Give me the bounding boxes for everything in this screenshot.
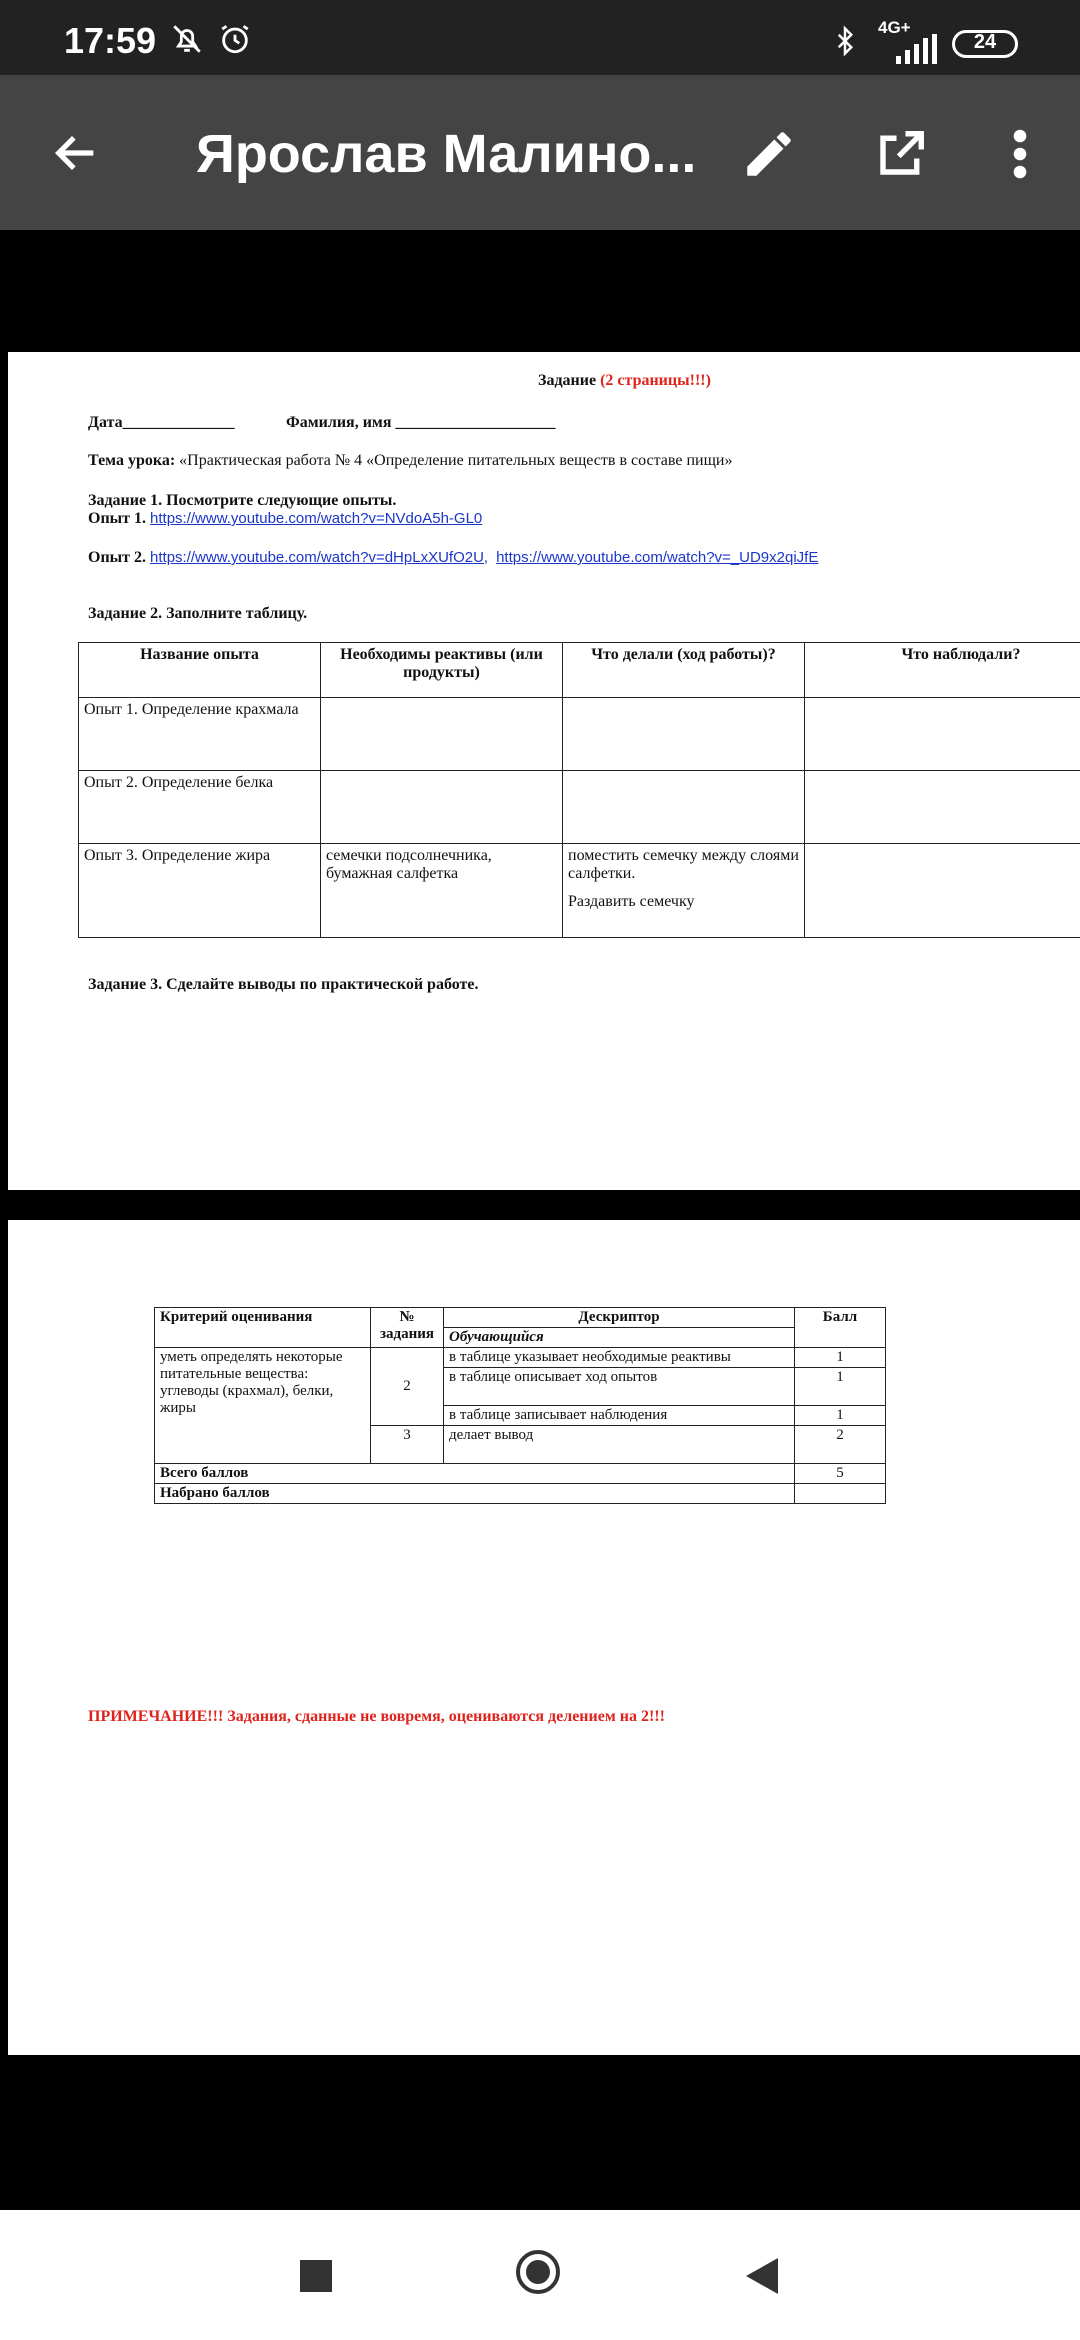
table-cell <box>321 771 563 844</box>
more-options-icon[interactable] <box>1005 127 1035 186</box>
experiment-2: Опыт 2. https://www.youtube.com/watch?v=dHpLxXUfO2U, https://www.youtube.com/watch?v=_UD9x2qiJfE <box>88 549 819 566</box>
mute-icon <box>170 22 204 61</box>
table-cell <box>805 844 1080 938</box>
back-button[interactable] <box>744 2256 780 2301</box>
table-cell: 1 <box>795 1348 886 1368</box>
table-cell-text: Раздавить семечку <box>568 893 695 910</box>
app-bar <box>0 75 1080 230</box>
open-external-icon[interactable] <box>874 127 928 186</box>
table-cell: 1 <box>795 1368 886 1406</box>
table-cell <box>805 698 1080 771</box>
table-cell: делает вывод <box>444 1426 795 1464</box>
experiment-1: Опыт 1. https://www.youtube.com/watch?v=NVdoA5h-GL0 <box>88 510 483 527</box>
document-page-1 <box>8 352 1080 1190</box>
table-cell: в таблице указывает необходимые реактивы <box>444 1348 795 1368</box>
table-cell: 2 <box>371 1348 444 1426</box>
table-header: Необходимы реактивы (или продукты) <box>321 643 563 698</box>
name-field: Фамилия, имя ____________________ <box>286 414 556 431</box>
table-cell: 1 <box>795 1406 886 1426</box>
document-page-2 <box>8 1220 1080 2055</box>
table-cell: Опыт 1. Определение крахмала <box>79 698 321 771</box>
status-time: 17:59 <box>64 20 157 61</box>
experiments-table <box>78 642 1080 938</box>
task-3-heading: Задание 3. Сделайте выводы по практической работе. <box>88 976 479 993</box>
table-header: Критерий оценивания <box>155 1308 371 1348</box>
table-cell-text: поместить семечку между слоями салфетки. <box>568 847 799 882</box>
table-cell: Всего баллов <box>155 1464 795 1484</box>
table-header-row <box>79 643 1080 698</box>
table-header: Что делали (ход работы)? <box>563 643 805 698</box>
table-row <box>79 771 1080 844</box>
table-header: Дескриптор <box>444 1308 795 1328</box>
table-cell: 3 <box>371 1426 444 1464</box>
page-header: Задание (2 страницы!!!) <box>538 372 711 389</box>
lesson-topic: Тема урока: «Практическая работа № 4 «Определение питательных веществ в составе пищи» <box>88 452 733 469</box>
table-header: Балл <box>795 1308 886 1348</box>
task-1-heading: Задание 1. Посмотрите следующие опыты. <box>88 492 397 509</box>
experiment-2-link-2[interactable]: https://www.youtube.com/watch?v=_UD9x2qiJfE <box>496 549 819 566</box>
home-button[interactable] <box>516 2250 560 2294</box>
table-header: Название опыта <box>79 643 321 698</box>
assessment-table <box>154 1307 886 1504</box>
table-cell: 5 <box>795 1464 886 1484</box>
table-subheader: Обучающийся <box>444 1328 795 1348</box>
alarm-icon <box>218 22 252 61</box>
document-title: Ярослав Малино... <box>196 124 697 184</box>
table-cell: Набрано баллов <box>155 1484 795 1504</box>
date-field: Дата______________ <box>88 414 235 431</box>
back-arrow-icon[interactable] <box>50 127 102 184</box>
signal-icon <box>896 34 938 69</box>
table-cell: в таблице описывает ход опытов <box>444 1368 795 1406</box>
experiment-2-link-1[interactable]: https://www.youtube.com/watch?v=dHpLxXUfO2U, <box>150 549 489 566</box>
table-cell: 2 <box>795 1426 886 1464</box>
table-cell <box>795 1484 886 1504</box>
table-row <box>79 698 1080 771</box>
navigation-bar <box>0 2210 1080 2340</box>
table-cell: Опыт 2. Определение белка <box>79 771 321 844</box>
table-cell <box>563 698 805 771</box>
table-header: Что наблюдали? <box>805 643 1080 698</box>
table-row <box>79 844 1080 938</box>
table-cell: уметь определять некоторые питательные вещества: углеводы (крахмал), белки, жиры <box>155 1348 371 1464</box>
battery-level: 24 <box>973 31 997 53</box>
network-type: 4G+ <box>878 18 911 37</box>
table-cell: Опыт 3. Определение жира <box>79 844 321 938</box>
late-submission-note: ПРИМЕЧАНИЕ!!! Задания, сданные не вовремя, оцениваются делением на 2!!! <box>88 1708 665 1725</box>
table-cell <box>321 698 563 771</box>
edit-pencil-icon[interactable] <box>740 125 798 188</box>
recent-apps-button[interactable] <box>300 2260 332 2292</box>
table-cell <box>563 771 805 844</box>
task-2-heading: Задание 2. Заполните таблицу. <box>88 605 308 622</box>
table-header: № задания <box>371 1308 444 1348</box>
table-cell <box>563 844 805 938</box>
table-cell <box>805 771 1080 844</box>
table-cell: семечки подсолнечника, бумажная салфетка <box>321 844 563 938</box>
table-cell: в таблице записывает наблюдения <box>444 1406 795 1426</box>
experiment-1-link[interactable]: https://www.youtube.com/watch?v=NVdoA5h-GL0 <box>150 510 483 527</box>
status-bar <box>0 0 1080 75</box>
bluetooth-icon <box>830 24 860 63</box>
home-button-inner-icon <box>526 2260 550 2284</box>
